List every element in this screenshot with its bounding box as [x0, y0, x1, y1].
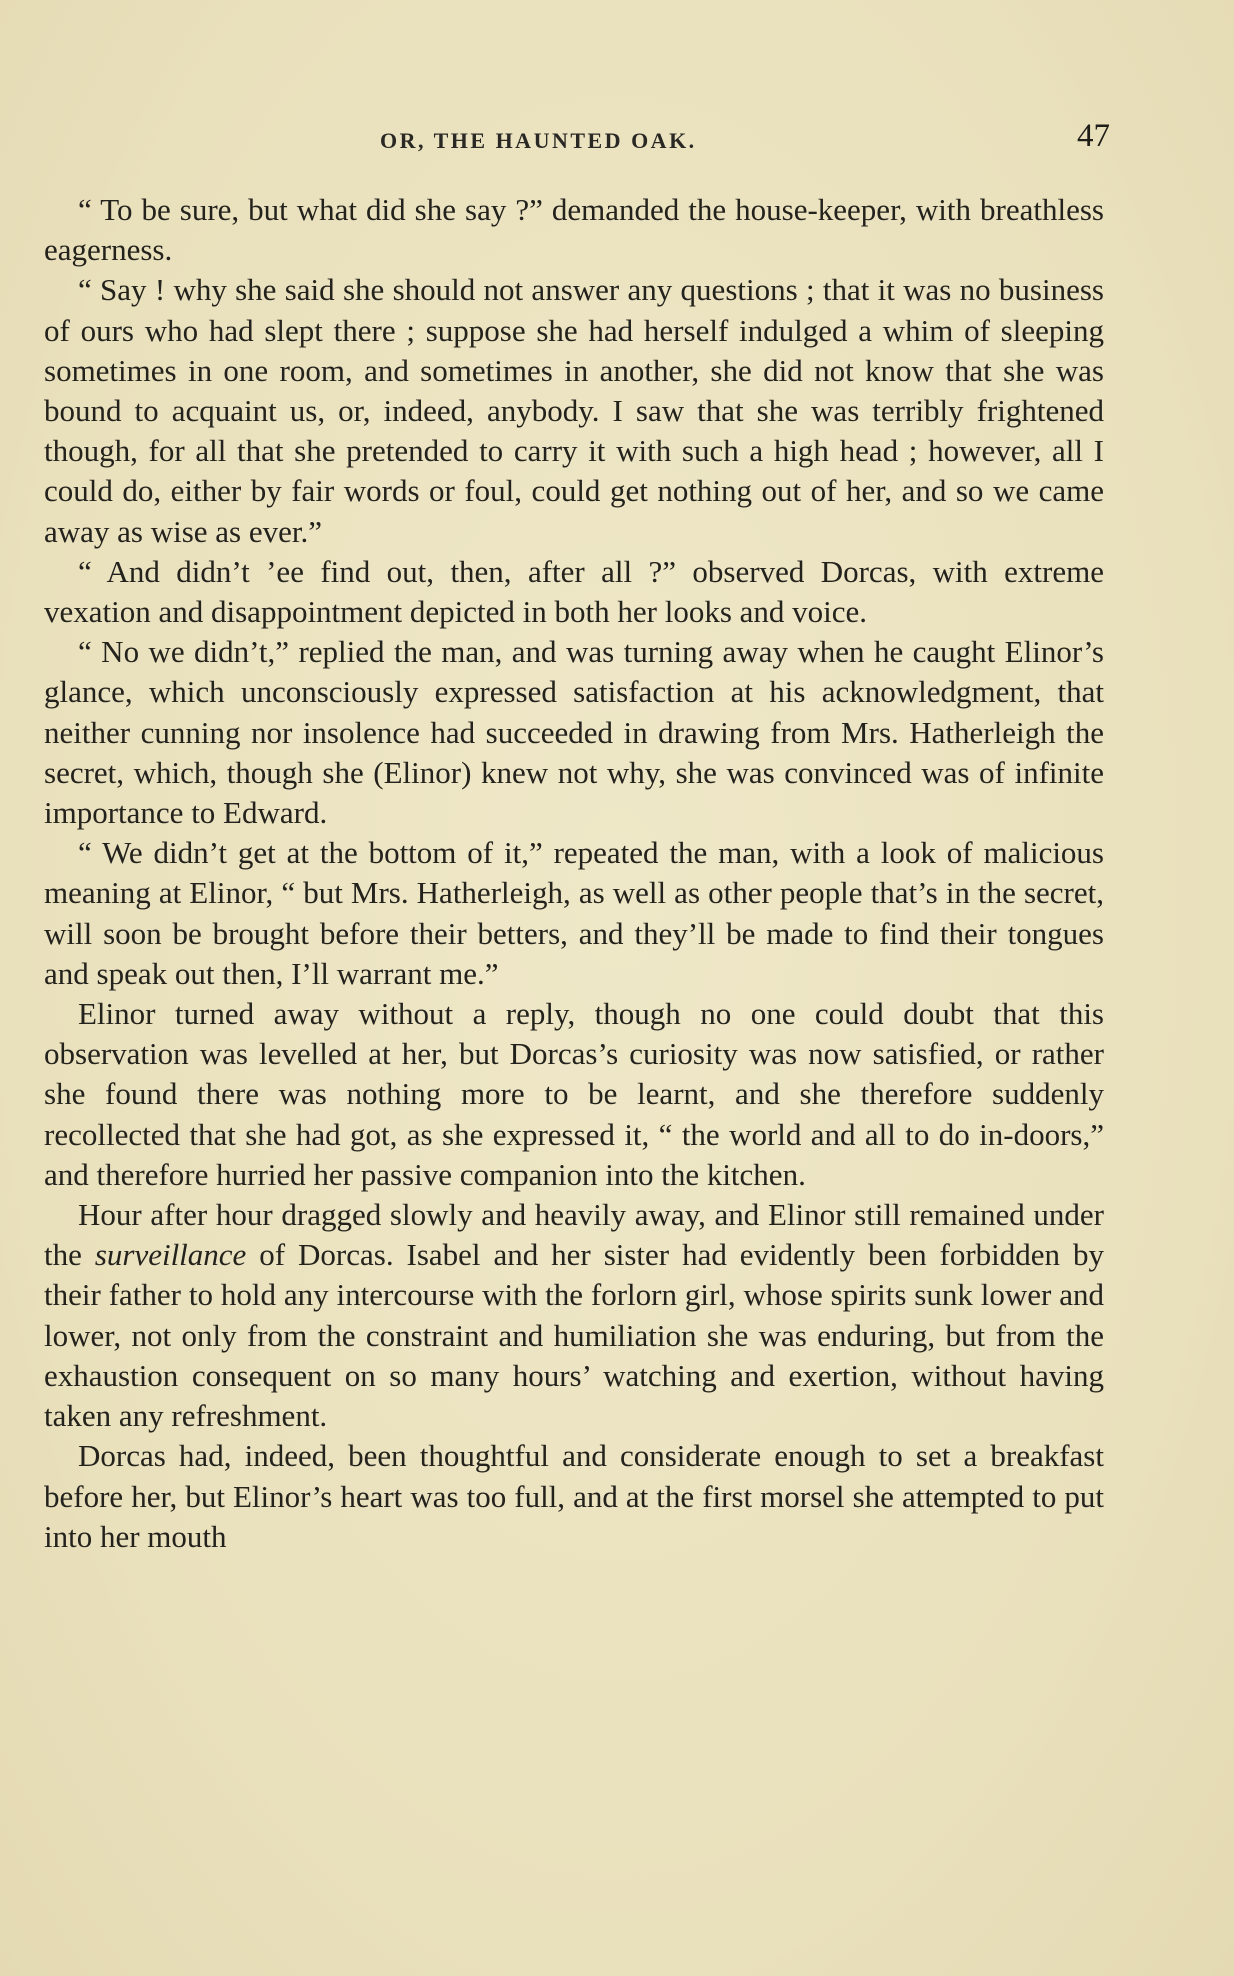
running-title: OR, THE HAUNTED OAK.: [380, 128, 697, 153]
paragraph-text: Hour after hour dragged slowly and heavily away, and Elinor still remained under the: [44, 1197, 1104, 1273]
paragraph: Elinor turned away without a reply, though no one could doubt that this observation was levelled at her, but Dorcas’s curiosity was now satisfied, or rather she found there was nothing more to be learnt, and she therefore suddenly recollected that she had got, as she expressed it, “ the world and all to do in-doors,” and therefore hurried her passive companion into the kitchen.: [44, 996, 1104, 1192]
italic-word: surveillance: [94, 1237, 247, 1273]
paragraph: “ No we didn’t,” replied the man, and was turning away when he caught Elinor’s glance, which unconsciously expressed satisfaction at his acknowledgment, that neither cunning nor insolence had succeeded in drawing from Mrs. Hatherleigh the secret, which, though she (Elinor) knew not why, she was convinced was of infinite importance to Edward.: [44, 634, 1104, 831]
page-number: 47: [1077, 118, 1110, 154]
body-text: [44, 190, 1104, 1557]
paragraph: “ To be sure, but what did she say ?” demanded the house-keeper, with breathless eagerness.: [44, 192, 1104, 268]
paragraph: [44, 1195, 1104, 1436]
paragraph: Dorcas had, indeed, been thoughtful and considerate enough to set a breakfast before her, but Elinor’s heart was too full, and at the first morsel she attempted to put into her mouth: [44, 1438, 1104, 1554]
paragraph: “ We didn’t get at the bottom of it,” repeated the man, with a look of malicious meaning at Elinor, “ but Mrs. Hatherleigh, as well as other people that’s in the secret, will soon be brought before their betters, and they’ll be made to find their tongues and speak out then, I’ll warrant me.”: [44, 835, 1104, 991]
paragraph: “ And didn’t ’ee find out, then, after all ?” observed Dorcas, with extreme vexation and disappointment depicted in both her looks and voice.: [44, 553, 1104, 630]
paragraph: “ Say ! why she said she should not answer any questions ; that it was no business of ours who had slept there ; suppose she had herself indulged a whim of sleeping sometimes in one room, and sometimes in another, she did not know that she was bound to acquaint us, or, indeed, anybody. I saw that she was terribly frightened though, for all that she pretended to carry it with such a high head ; however, all I could do, either by fair words or foul, could get nothing out of her, and so we came away as wise as ever.”: [44, 272, 1104, 549]
paragraph-text: of Dorcas. Isabel and her sister had evidently been forbidden by their father to hold any intercourse with the forlorn girl, whose spirits sunk lower and lower, not only from the constraint and humiliation she was enduring, but from the exhaustion consequent on so many hours’ watching and exertion, without having taken any refreshment.: [44, 1237, 1104, 1434]
page-header: [380, 118, 1110, 168]
